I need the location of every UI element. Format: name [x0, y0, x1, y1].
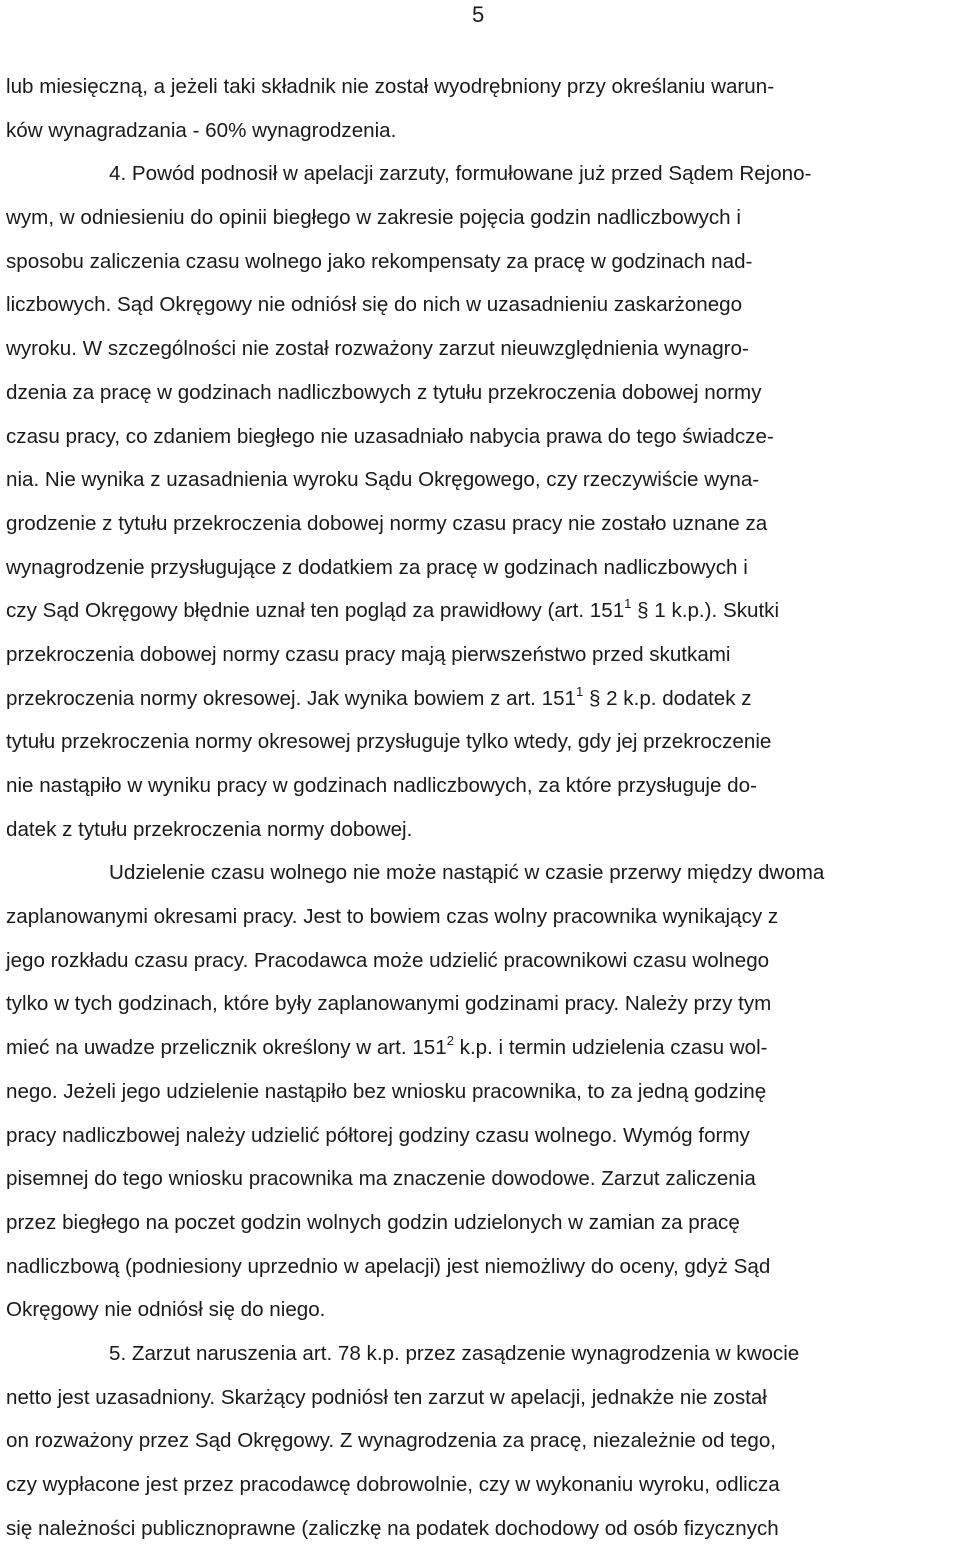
text-segment: pisemnej do tego wniosku pracownika ma znaczenie dowodowe. Zarzut zaliczenia: [6, 1167, 756, 1191]
text-segment: grodzenie z tytułu przekroczenia dobowej normy czasu pracy nie zostało uznane za: [6, 511, 768, 535]
text-line: [6, 283, 960, 327]
text-line: [6, 633, 960, 677]
text-line: [6, 1026, 960, 1070]
text-line: [6, 677, 960, 721]
text-segment: pracy nadliczbowej należy udzielić półtorej godziny czasu wolnego. Wymóg formy: [6, 1123, 750, 1147]
text-line: [6, 1245, 960, 1289]
text-segment: netto jest uzasadniony. Skarżący podniósł ten zarzut w apelacji, jednakże nie został: [6, 1385, 767, 1409]
text-segment: wym, w odniesieniu do opinii biegłego w zakresie pojęcia godzin nadliczbowych i: [6, 206, 741, 230]
text-segment: mieć na uwadze przelicznik określony w art. 151: [6, 1036, 447, 1060]
text-line: [6, 1114, 960, 1158]
text-line: [6, 1419, 960, 1463]
superscript: 1: [576, 683, 584, 699]
text-segment: § 2 k.p. dodatek z: [583, 686, 752, 710]
text-segment: nadliczbową (podniesiony uprzednio w apelacji) jest niemożliwy do oceny, gdyż Sąd: [6, 1254, 771, 1278]
text-segment: dzenia za pracę w godzinach nadliczbowych z tytułu przekroczenia dobowej normy: [6, 380, 762, 404]
text-line: [6, 982, 960, 1026]
text-segment: tytułu przekroczenia normy okresowej przysługuje tylko wtedy, gdy jej przekroczenie: [6, 730, 772, 754]
text-line: [6, 895, 960, 939]
text-line: [6, 1070, 960, 1114]
text-segment: sposobu zaliczenia czasu wolnego jako rekompensaty za pracę w godzinach nad-: [6, 249, 753, 273]
text-segment: on rozważony przez Sąd Okręgowy. Z wynagrodzenia za pracę, niezależnie od tego,: [6, 1429, 777, 1453]
text-line: [6, 371, 960, 415]
text-segment: § 1 k.p.). Skutki: [631, 599, 780, 623]
text-segment: 5. Zarzut naruszenia art. 78 k.p. przez zasądzenie wynagrodzenia w kwocie: [6, 1341, 800, 1365]
text-segment: przez biegłego na poczet godzin wolnych godzin udzielonych w zamian za pracę: [6, 1210, 740, 1234]
text-line: [6, 589, 960, 633]
text-segment: przekroczenia dobowej normy czasu pracy mają pierwszeństwo przed skutkami: [6, 642, 731, 666]
text-segment: 4. Powód podnosił w apelacji zarzuty, formułowane już przed Sądem Rejono-: [6, 162, 812, 186]
text-segment: nia. Nie wynika z uzasadnienia wyroku Sądu Okręgowego, czy rzeczywiście wyna-: [6, 468, 760, 492]
text-line: [6, 1332, 960, 1376]
text-line: [6, 327, 960, 371]
text-line: [6, 196, 960, 240]
text-segment: przekroczenia normy okresowej. Jak wynika bowiem z art. 151: [6, 686, 576, 710]
text-line: [6, 851, 960, 895]
text-segment: k.p. i termin udzielenia czasu wol-: [453, 1036, 768, 1060]
text-segment: nego. Jeżeli jego udzielenie nastąpiło bez wniosku pracownika, to za jedną godzinę: [6, 1079, 767, 1103]
text-segment: nie nastąpiło w wyniku pracy w godzinach nadliczbowych, za które przysługuje do-: [6, 774, 757, 797]
superscript: 1: [624, 596, 632, 612]
text-line: [6, 240, 960, 284]
text-line: [6, 1376, 960, 1420]
text-line: [6, 546, 960, 590]
text-segment: datek z tytułu przekroczenia normy dobowej.: [6, 817, 413, 841]
text-line: [6, 415, 960, 459]
text-line: [6, 1463, 960, 1507]
text-segment: jego rozkładu czasu pracy. Pracodawca może udzielić pracownikowi czasu wolnego: [6, 948, 770, 972]
text-line: [6, 152, 960, 196]
body-text: [6, 65, 960, 1550]
text-line: [6, 1507, 960, 1550]
text-line: [6, 939, 960, 983]
text-segment: czy wypłacone jest przez pracodawcę dobrowolnie, czy w wykonaniu wyroku, odlicza: [6, 1473, 780, 1496]
text-segment: czy Sąd Okręgowy błędnie uznał ten pogląd za prawidłowy (art. 151: [6, 599, 625, 623]
text-segment: się należności publicznoprawne (zaliczkę na podatek dochodowy od osób fizycznych: [6, 1516, 779, 1540]
text-segment: lub miesięczną, a jeżeli taki składnik nie został wyodrębniony przy określaniu warun-: [6, 75, 775, 98]
text-segment: wynagrodzenie przysługujące z dodatkiem za pracę w godzinach nadliczbowych i: [6, 555, 748, 579]
text-segment: wyroku. W szczególności nie został rozważony zarzut nieuwzględnienia wynagro-: [6, 337, 749, 361]
text-segment: tylko w tych godzinach, które były zaplanowanymi godzinami pracy. Należy przy tym: [6, 992, 772, 1016]
text-line: [6, 720, 960, 764]
text-segment: Udzielenie czasu wolnego nie może nastąpić w czasie przerwy między dwoma: [6, 861, 825, 885]
text-segment: ków wynagradzania - 60% wynagrodzenia.: [6, 118, 397, 142]
text-line: [6, 458, 960, 502]
text-line: [6, 1157, 960, 1201]
text-segment: liczbowych. Sąd Okręgowy nie odniósł się do nich w uzasadnieniu zaskarżonego: [6, 293, 743, 317]
text-line: [6, 764, 960, 808]
text-line: [6, 1201, 960, 1245]
page-number: 5: [472, 2, 485, 27]
text-line: [6, 502, 960, 546]
text-line: [6, 65, 960, 109]
text-segment: zaplanowanymi okresami pracy. Jest to bowiem czas wolny pracownika wynikający z: [6, 905, 779, 929]
text-segment: Okręgowy nie odniósł się do niego.: [6, 1298, 326, 1322]
text-line: [6, 109, 960, 153]
superscript: 2: [446, 1033, 454, 1049]
text-segment: czasu pracy, co zdaniem biegłego nie uzasadniało nabycia prawa do tego świadcze-: [6, 424, 774, 448]
text-line: [6, 1288, 960, 1332]
text-line: [6, 808, 960, 852]
